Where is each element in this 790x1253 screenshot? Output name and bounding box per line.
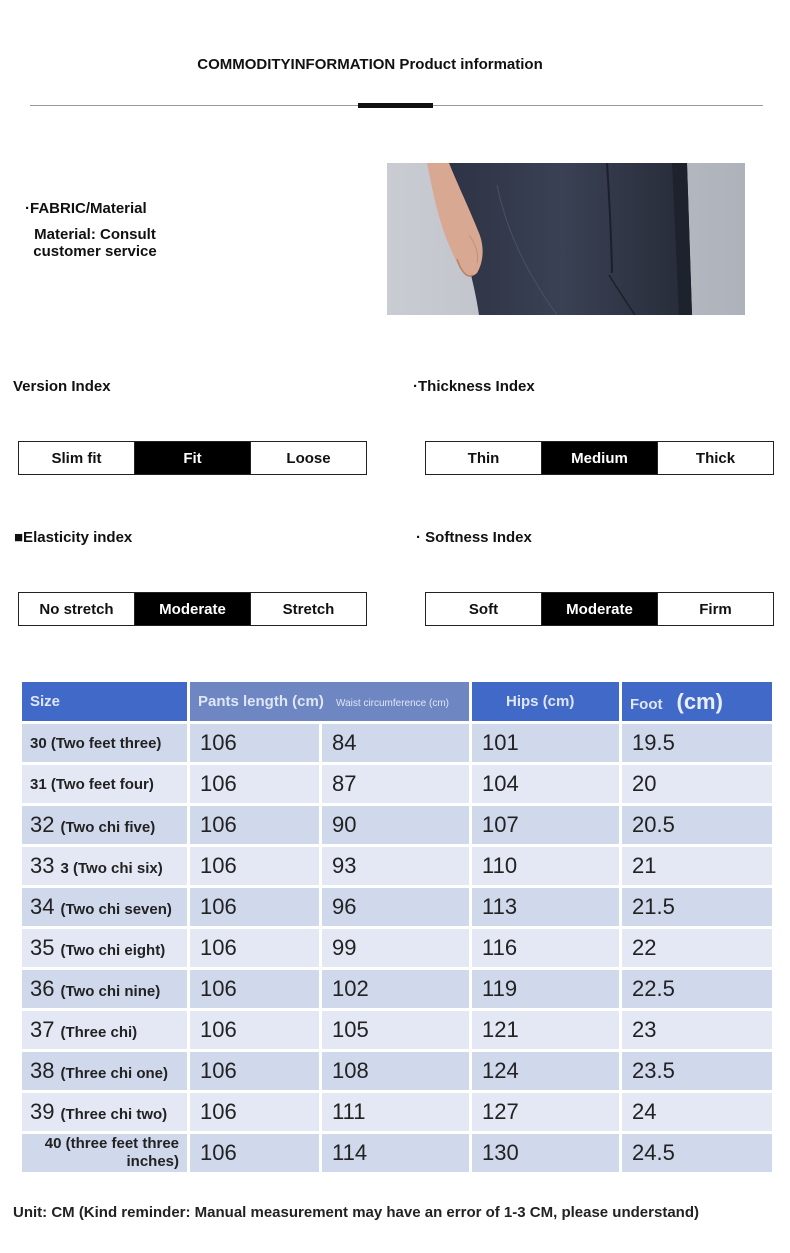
pants-length-cell: 106	[190, 888, 322, 926]
softness-index-label: · Softness Index	[416, 529, 532, 546]
thickness-option-medium: Medium	[542, 442, 658, 474]
waist-cell: 105	[322, 1011, 472, 1049]
size-cell	[22, 929, 190, 967]
size-number: 38	[30, 1058, 55, 1083]
hips-cell: 107	[472, 806, 622, 844]
version-option-loose: Loose	[286, 449, 331, 467]
waist-cell: 111	[322, 1093, 472, 1131]
size-cell	[22, 888, 190, 926]
elasticity-option-moderate: Moderate	[135, 593, 251, 625]
pants-length-cell: 106	[190, 1093, 322, 1131]
hips-cell: 119	[472, 970, 622, 1008]
pants-length-cell: 106	[190, 806, 322, 844]
waist-cell: 87	[322, 765, 472, 803]
pants-length-cell: 106	[190, 929, 322, 967]
pants-length-cell: 106	[190, 1134, 322, 1172]
table-row	[22, 1093, 772, 1131]
waist-cell: 90	[322, 806, 472, 844]
size-number: 39	[30, 1099, 55, 1124]
size-label: (Three chi one)	[60, 1065, 168, 1082]
size-cell: 30 (Two feet three)	[22, 724, 190, 762]
pants-length-cell: 106	[190, 765, 322, 803]
header-pants-waist	[190, 682, 472, 721]
table-row	[22, 806, 772, 844]
hips-cell: 110	[472, 847, 622, 885]
elasticity-index-label: ■Elasticity index	[14, 529, 133, 546]
size-number: 35	[30, 935, 55, 960]
version-option-slim-fit: Slim fit	[19, 442, 135, 474]
size-label: (Two chi five)	[60, 819, 156, 836]
thickness-option-thick: Thick	[695, 449, 736, 467]
foot-cell: 20.5	[622, 806, 772, 844]
size-number: 33	[30, 853, 55, 878]
hips-cell: 130	[472, 1134, 622, 1172]
size-label: (Two chi seven)	[60, 901, 172, 918]
thickness-option-thin: Thin	[426, 442, 542, 474]
header-foot-unit: (cm)	[676, 688, 723, 714]
hips-cell: 124	[472, 1052, 622, 1090]
header-foot	[622, 682, 772, 721]
waist-cell: 108	[322, 1052, 472, 1090]
hips-cell: 113	[472, 888, 622, 926]
waist-cell: 93	[322, 847, 472, 885]
size-cell	[22, 1011, 190, 1049]
hips-cell: 127	[472, 1093, 622, 1131]
elasticity-option-no-stretch: No stretch	[19, 593, 135, 625]
size-chart-header-row	[22, 682, 772, 721]
table-row	[22, 1134, 772, 1172]
size-label: (Two chi nine)	[60, 983, 161, 1000]
size-label: 3 (Two chi six)	[60, 860, 163, 877]
foot-cell: 21.5	[622, 888, 772, 926]
size-label: (Three chi)	[60, 1024, 138, 1041]
table-row	[22, 888, 772, 926]
pants-length-cell: 106	[190, 970, 322, 1008]
table-row	[22, 970, 772, 1008]
size-number: 36	[30, 976, 55, 1001]
size-cell	[22, 806, 190, 844]
table-row	[22, 1011, 772, 1049]
size-number: 32	[30, 812, 55, 837]
size-label: (Three chi two)	[60, 1106, 168, 1123]
size-cell	[22, 970, 190, 1008]
hips-cell: 121	[472, 1011, 622, 1049]
waist-cell: 114	[322, 1134, 472, 1172]
fabric-value: Material: Consult customer service	[33, 226, 157, 260]
hips-cell: 116	[472, 929, 622, 967]
foot-cell: 24	[622, 1093, 772, 1131]
size-number: 37	[30, 1017, 55, 1042]
foot-cell: 24.5	[622, 1134, 772, 1172]
table-row	[22, 847, 772, 885]
waist-cell: 84	[322, 724, 472, 762]
version-option-fit: Fit	[135, 442, 251, 474]
foot-cell: 20	[622, 765, 772, 803]
size-chart-table	[22, 679, 772, 1175]
header-size: Size	[22, 682, 190, 721]
table-row	[22, 724, 772, 762]
version-index-label: Version Index	[13, 378, 111, 395]
foot-cell: 19.5	[622, 724, 772, 762]
size-cell	[22, 1093, 190, 1131]
softness-option-soft: Soft	[426, 593, 542, 625]
product-photo	[387, 163, 745, 315]
softness-option-moderate: Moderate	[542, 593, 658, 625]
header-pants-length: Pants length (cm)	[198, 693, 324, 710]
page-title: COMMODITYINFORMATION Product information	[197, 56, 543, 73]
waist-cell: 96	[322, 888, 472, 926]
size-number: 34	[30, 894, 55, 919]
softness-option-firm: Firm	[699, 600, 732, 618]
foot-cell: 23	[622, 1011, 772, 1049]
waist-cell: 99	[322, 929, 472, 967]
pants-length-cell: 106	[190, 847, 322, 885]
table-row	[22, 765, 772, 803]
size-label: (Two chi eight)	[60, 942, 166, 959]
foot-cell: 22.5	[622, 970, 772, 1008]
size-cell	[22, 847, 190, 885]
pants-length-cell: 106	[190, 1011, 322, 1049]
thickness-index-label: ·Thickness Index	[413, 378, 535, 395]
header-hips: Hips (cm)	[472, 682, 622, 721]
table-row	[22, 1052, 772, 1090]
table-row	[22, 929, 772, 967]
header-foot-label: Foot	[630, 695, 663, 713]
elasticity-option-stretch: Stretch	[282, 600, 335, 618]
foot-cell: 23.5	[622, 1052, 772, 1090]
size-cell: 40 (three feet three inches)	[22, 1134, 190, 1172]
size-cell	[22, 1052, 190, 1090]
waist-cell: 102	[322, 970, 472, 1008]
pants-length-cell: 106	[190, 724, 322, 762]
header-waist: Waist circumference (cm)	[336, 698, 450, 709]
measurement-note: Unit: CM (Kind reminder: Manual measurement may have an error of 1-3 CM, please understand)	[13, 1204, 699, 1221]
hips-cell: 101	[472, 724, 622, 762]
elasticity-index-scale	[18, 592, 367, 626]
foot-cell: 21	[622, 847, 772, 885]
header-divider-accent	[358, 103, 433, 108]
size-cell: 31 (Two feet four)	[22, 765, 190, 803]
pants-length-cell: 106	[190, 1052, 322, 1090]
version-index-scale	[18, 441, 367, 475]
thickness-index-scale	[425, 441, 774, 475]
softness-index-scale	[425, 592, 774, 626]
foot-cell: 22	[622, 929, 772, 967]
hips-cell: 104	[472, 765, 622, 803]
fabric-label: ·FABRIC/Material	[25, 200, 147, 217]
